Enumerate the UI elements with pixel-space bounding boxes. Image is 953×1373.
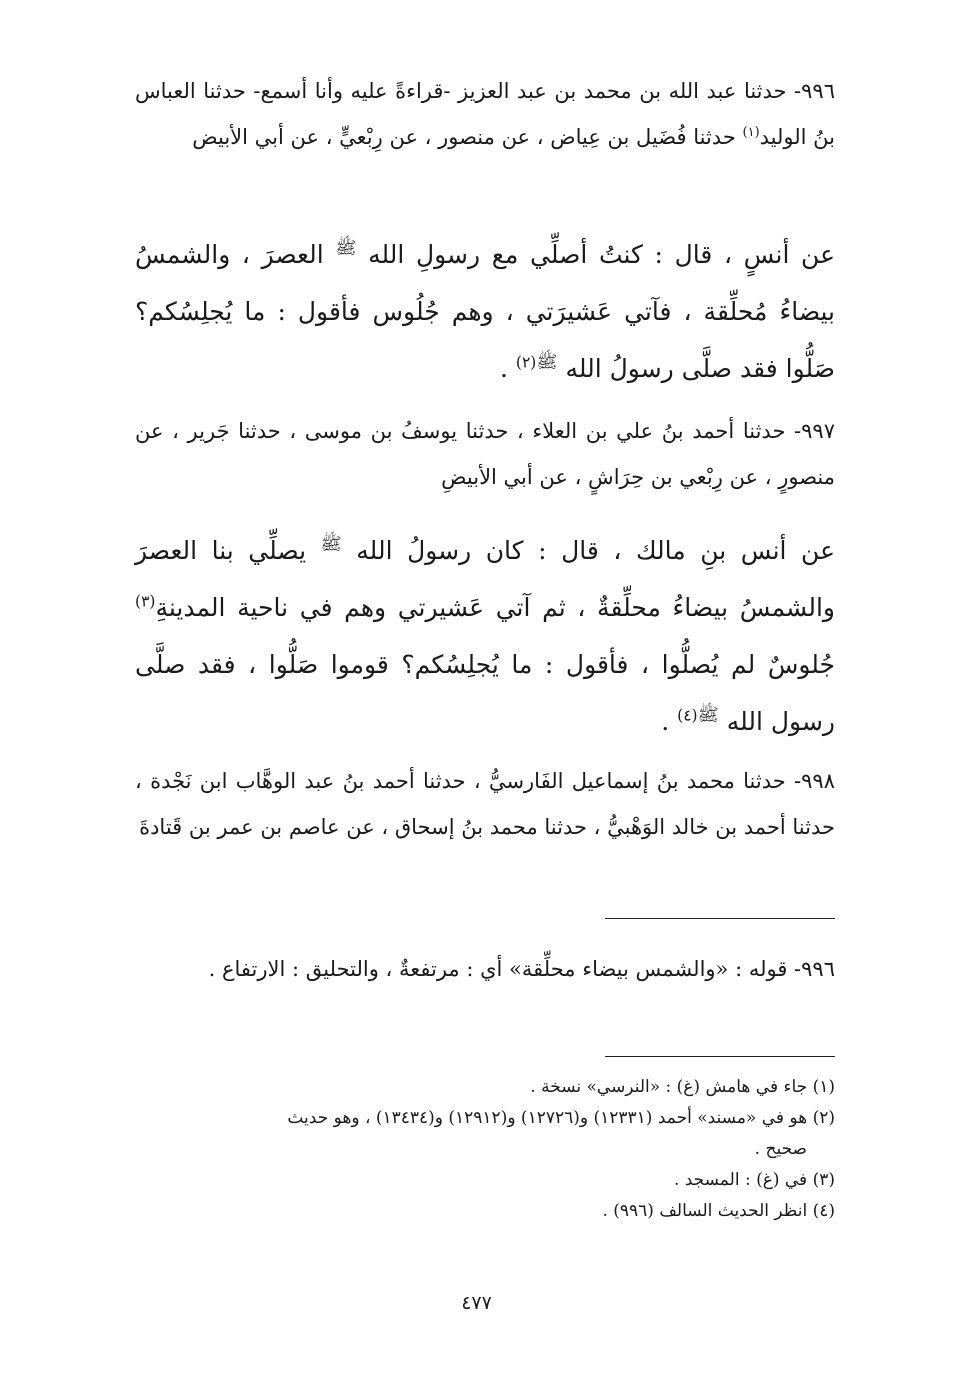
matn-text: عن أنس بنِ مالك ، قال : كان رسولُ الله (356, 536, 835, 565)
footnote-2: (٢) هو في «مسند» أحمد (١٢٣٣١) و(١٢٧٢٦) و(١٢٩١٢) و(١٣٤٣٤) ، وهو حديث (287, 1108, 835, 1128)
matn-end: . (661, 707, 670, 736)
salawat-glyph: ﷺ (335, 238, 357, 259)
footnote-marker: (٣) (135, 592, 156, 611)
isnad-text: ٩٩٧- حدثنا أحمد بنُ علي بن العلاء ، حدثنا يوسفُ بن موسى ، حدثنا جَرير ، عن منصورٍ ، عن رِبْعي بن حِرَاشٍ ، عن أبي الأبيضِ (135, 419, 835, 489)
matn-text: العصرَ ، والشمسُ بيضاءُ مُحلِّقة ، فآتي عَشيرَتي ، وهم جُلُوس فأقول : ما يُجلِسُكم؟ صَلُّوا فقد صلَّى رسولُ الله (135, 240, 835, 383)
salawat-glyph: ﷺ (697, 705, 719, 726)
footnote-marker: (٢) (515, 353, 537, 372)
hadith-996-isnad (135, 68, 835, 160)
section-divider (605, 918, 835, 919)
matn-end: . (499, 354, 508, 383)
matn-text: جُلوسٌ لم يُصلُّوا ، فأقول : ما يُجلِسُكم؟ قوموا صَلُّوا ، فقد صلَّى رسول الله (135, 650, 835, 736)
footnotes (125, 1072, 835, 1227)
salawat-glyph: ﷺ (320, 534, 342, 555)
page-number: ٤٧٧ (461, 1292, 492, 1314)
footnote-divider (605, 1056, 835, 1057)
footnote-marker: (٤) (677, 706, 698, 725)
isnad-text-cont: حدثنا فُضَيل بن عِياض ، عن منصور ، عن رِبْعيٍّ ، عن أبي الأبيض (192, 125, 736, 149)
commentary-text: ٩٩٦- قوله : «والشمس بيضاء محلِّقة» أي : مرتفعةٌ ، والتحليق : الارتفاع . (208, 957, 835, 981)
isnad-text: ٩٩٦- حدثنا عبد الله بن محمد بن عبد العزيز -قراءةً عليه وأنا أسمع- حدثنا العباس بنُ الوليد (135, 79, 835, 149)
matn-text: يصلِّي بنا العصرَ والشمسُ بيضاءُ محلِّقةٌ ، ثم آتي عَشيرتي وهم في ناحية المدينةِ (135, 536, 835, 622)
hadith-997-matn (135, 522, 835, 750)
hadith-996-matn (135, 226, 835, 397)
footnote-marker: (١) (742, 125, 760, 140)
footnote-4: (٤) انظر الحديث السالف (٩٩٦) . (602, 1201, 835, 1221)
isnad-text: ٩٩٨- حدثنا محمد بنُ إسماعيل الفَارسيُّ ، حدثنا أحمد بنُ عبد الوهَّاب ابن نَجْدة ، حدثنا أحمد بن خالد الوَهْبيُّ ، حدثنا محمد بنُ إسحاق ، عن عاصم بن عمر بن قَتادةَ (135, 769, 835, 839)
commentary (135, 946, 835, 992)
footnote-1: (١) جاء في هامش (غ) : «النرسي» نسخة . (530, 1077, 835, 1097)
hadith-998-isnad (135, 758, 835, 850)
footnote-3: (٣) في (غ) : المسجد . (673, 1170, 835, 1190)
salawat-glyph: ﷺ (536, 352, 558, 373)
footnote-2-cont: صحيح . (754, 1139, 807, 1159)
matn-text: عن أنسٍ ، قال : كنتُ أصلِّي مع رسولِ الله (368, 240, 836, 269)
hadith-997-isnad (135, 408, 835, 500)
